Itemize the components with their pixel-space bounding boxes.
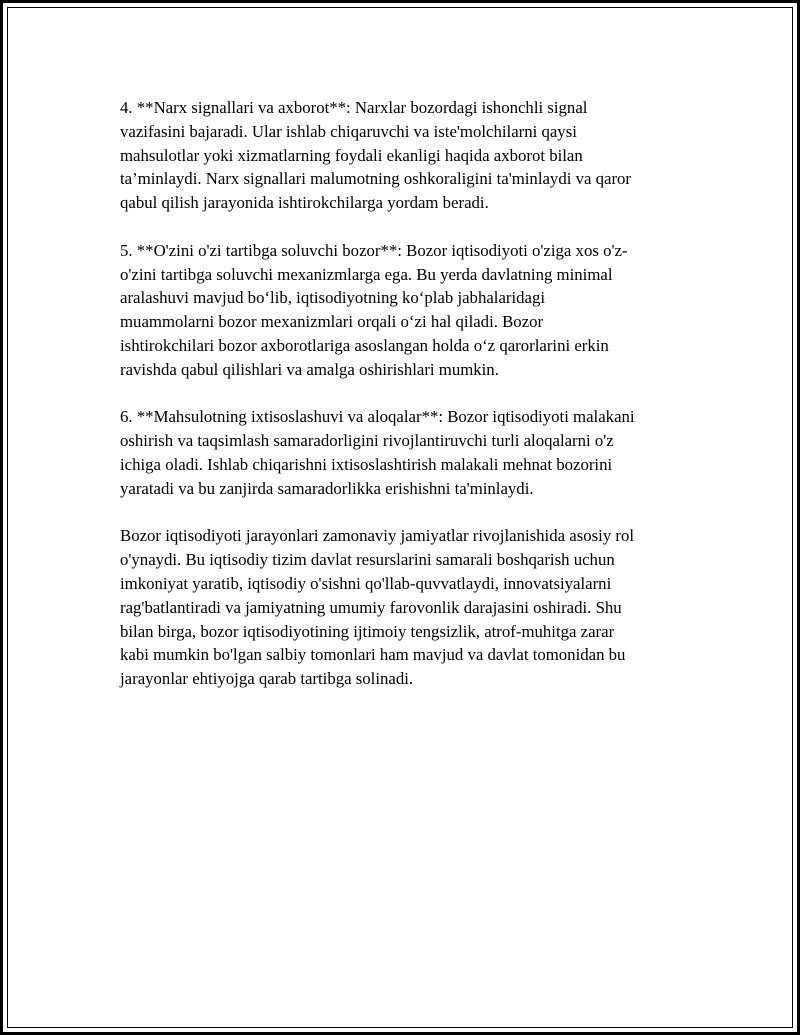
text-line: 4. **Narx signallari va axborot**: Narxlar bozordagi ishonchli signal	[120, 98, 588, 117]
text-line: vazifasini bajaradi. Ular ishlab chiqaruvchi va iste'molchilarni qaysi	[120, 121, 577, 141]
paragraph-mahsulot-ixtisoslashuvi	[120, 405, 695, 500]
text-line: ichiga oladi. Ishlab chiqarishni ixtisoslashtirish malakali mehnat bozorini	[120, 454, 613, 474]
text-line: o'zini tartibga soluvchi mexanizmlarga ega. Bu yerda davlatning minimal	[120, 264, 613, 284]
text-line: yaratadi va bu zanjirda samaradorlikka erishishni ta'minlaydi.	[120, 478, 534, 498]
text-line: bilan birga, bozor iqtisodiyotining ijtimoiy tengsizlik, atrof-muhitga zarar	[120, 621, 615, 641]
text-line: rag'batlantiradi va jamiyatning umumiy farovonlik darajasini oshiradi. Shu	[120, 597, 622, 617]
text-line: muammolarni bozor mexanizmlari orqali o‘zi hal qiladi. Bozor	[120, 312, 544, 332]
text-line: jarayonlar ehtiyojga qarab tartibga solinadi.	[120, 669, 414, 689]
text-line: 6. **Mahsulotning ixtisoslashuvi va aloqalar**: Bozor iqtisodiyoti malakani	[120, 407, 635, 427]
text-line: o'ynaydi. Bu iqtisodiy tizim davlat resurslarini samarali boshqarish uchun	[120, 550, 615, 570]
text-line: ishtirokchilari bozor axborotlariga asoslangan holda o‘z qarorlarini erkin	[120, 335, 609, 355]
text-line: imkoniyat yaratib, iqtisodiy o'sishni qo'llab-quvvatlaydi, innovatsiyalarni	[120, 573, 612, 593]
text-line: Bozor iqtisodiyoti jarayonlari zamonaviy jamiyatlar rivojlanishida asosiy rol	[120, 526, 635, 546]
text-line: aralashuvi mavjud bo‘lib, iqtisodiyotning ko‘plab jabhalaridagi	[120, 288, 546, 308]
text-line: oshirish va taqsimlash samaradorligini rivojlantiruvchi turli aloqalarni o'z	[120, 431, 614, 451]
text-line: ta’minlaydi. Narx signallari malumotning oshkoraligini ta'minlaydi va qaror	[120, 169, 632, 189]
text-line: qabul qilish jarayonida ishtirokchilarga yordam beradi.	[120, 193, 489, 213]
text-line: mahsulotlar yoki xizmatlarning foydali ekanligi haqida axborot bilan	[120, 145, 583, 165]
text-line: ravishda qabul qilishlari va amalga oshirishlari mumkin.	[120, 359, 499, 379]
text-line: 5. **O'zini o'zi tartibga soluvchi bozor**: Bozor iqtisodiyoti o'ziga xos o'z-	[120, 240, 628, 260]
document-body	[120, 96, 695, 715]
paragraph-conclusion	[120, 524, 695, 691]
paragraph-narx-signallari	[120, 96, 695, 215]
paragraph-ozini-ozi-tartibga	[120, 239, 695, 382]
text-line: kabi mumkin bo'lgan salbiy tomonlari ham mavjud va davlat tomonidan bu	[120, 645, 626, 665]
